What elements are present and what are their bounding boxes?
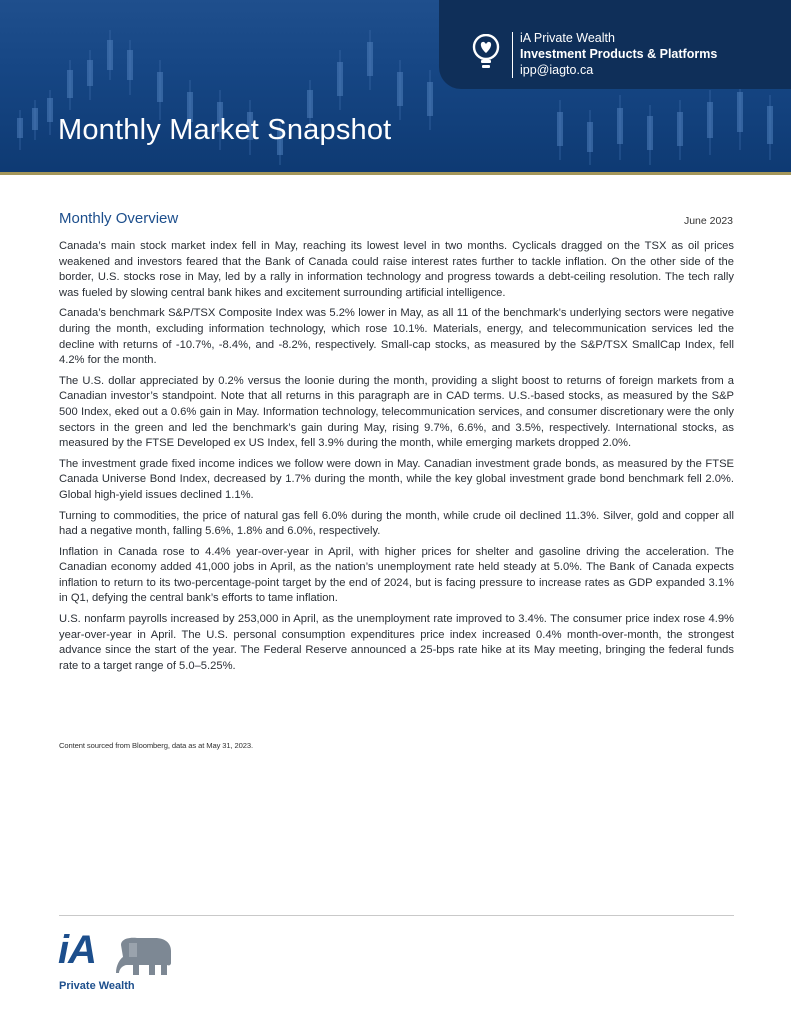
footer-divider bbox=[59, 915, 734, 916]
page-header bbox=[0, 0, 791, 172]
ia-lightbulb-heart-icon bbox=[471, 34, 501, 70]
brand-divider bbox=[512, 32, 513, 78]
paragraph: The U.S. dollar appreciated by 0.2% versus the loonie during the month, providing a slight boost to returns of foreign markets from a Canadian investor’s standpoint. Note that all returns in this paragraph are in CAD terms. U.S.-based stocks, as measured by the S&P 500 Index, eked out a 0.6% gain in May. Information technology, telecommunication services, and consumer discretionary were the only sectors in the green and led the benchmark’s gain during May, rising 9.7%, 6.6%, and 3.5%, respectively. International stocks, as measured by the FTSE Developed ex US Index, fell 3.9% during the month, while emerging markets dropped 2.0%. bbox=[59, 374, 734, 450]
overview-body bbox=[59, 239, 734, 679]
section-title: Monthly Overview bbox=[59, 210, 179, 227]
paragraph: Turning to commodities, the price of natural gas fell 6.0% during the month, while crude oil declined 11.3%. Silver, gold and copper all had a negative month, falling 5.6%, 1.8% and 6.0%, respectively. bbox=[59, 509, 734, 538]
paragraph: The investment grade fixed income indices we follow were down in May. Canadian investment grade bonds, as measured by the FTSE Canada Universe Bond Index, decreased by 1.7% during the month, while the key global investment grade bond benchmark fell 2.0%. Global high-yield issues declined 1.1%. bbox=[59, 457, 734, 501]
brand-department: Investment Products & Platforms bbox=[520, 47, 718, 61]
footer-logo-subtext: Private Wealth bbox=[59, 980, 135, 992]
brand-email-link[interactable]: ipp@iagto.ca bbox=[520, 63, 594, 77]
footer-logo-text: iA bbox=[58, 928, 96, 972]
elephant-logo-icon bbox=[115, 935, 173, 977]
brand-name: iA Private Wealth bbox=[520, 31, 615, 45]
paragraph: Canada’s main stock market index fell in May, reaching its lowest level in two months. Cyclicals dragged on the TSX as oil prices weakened and investors feared that the Bank of Canada could raise interest rates further to tackle inflation. On the other side of the border, U.S. stocks rose in May, led by a rally in information technology and progress towards a debt-ceiling resolution. The tech rally was fueled by slowing central bank hikes and excitement surrounding artificial intelligence. bbox=[59, 240, 734, 299]
page-title: Monthly Market Snapshot bbox=[58, 114, 392, 146]
brand-contact-box bbox=[439, 0, 791, 89]
source-footnote: Content sourced from Bloomberg, data as at May 31, 2023. bbox=[59, 741, 254, 750]
paragraph: Inflation in Canada rose to 4.4% year-over-year in April, with higher prices for shelter and gasoline driving the acceleration. The Canadian economy added 41,000 jobs in April, as the nation’s unemployment rate held steady at 5.0%. The Bank of Canada expects inflation to return to its two-percentage-point target by the end of 2024, but is facing pressure to increase rates as GDP expanded 3.1% in Q1, defying the central bank’s efforts to tame inflation. bbox=[59, 545, 734, 605]
paragraph: Canada’s benchmark S&P/TSX Composite Index was 5.2% lower in May, as all 11 of the benchmark’s underlying sectors were negative during the month, excluding information technology, which rose 10.1%. Materials, energy, and telecommunication services led the decline with returns of -10.7%, -8.4%, and -8.2%, respectively. Small-cap stocks, as measured by the S&P/TSX SmallCap Index, fell 4.2% for the month. bbox=[59, 307, 734, 367]
paragraph: U.S. nonfarm payrolls increased by 253,000 in April, as the unemployment rate improved to 3.4%. The consumer price index rose 4.9% year-over-year in April. The U.S. personal consumption expenditures price index increased 0.4% month-over-month, the strongest advance since the start of the year. The Federal Reserve announced a 25-bps rate hike at its May meeting, bringing the federal funds rate to a target range of 5.0–5.25%. bbox=[59, 613, 734, 672]
header-gold-rule bbox=[0, 172, 791, 175]
report-date: June 2023 bbox=[683, 215, 733, 227]
